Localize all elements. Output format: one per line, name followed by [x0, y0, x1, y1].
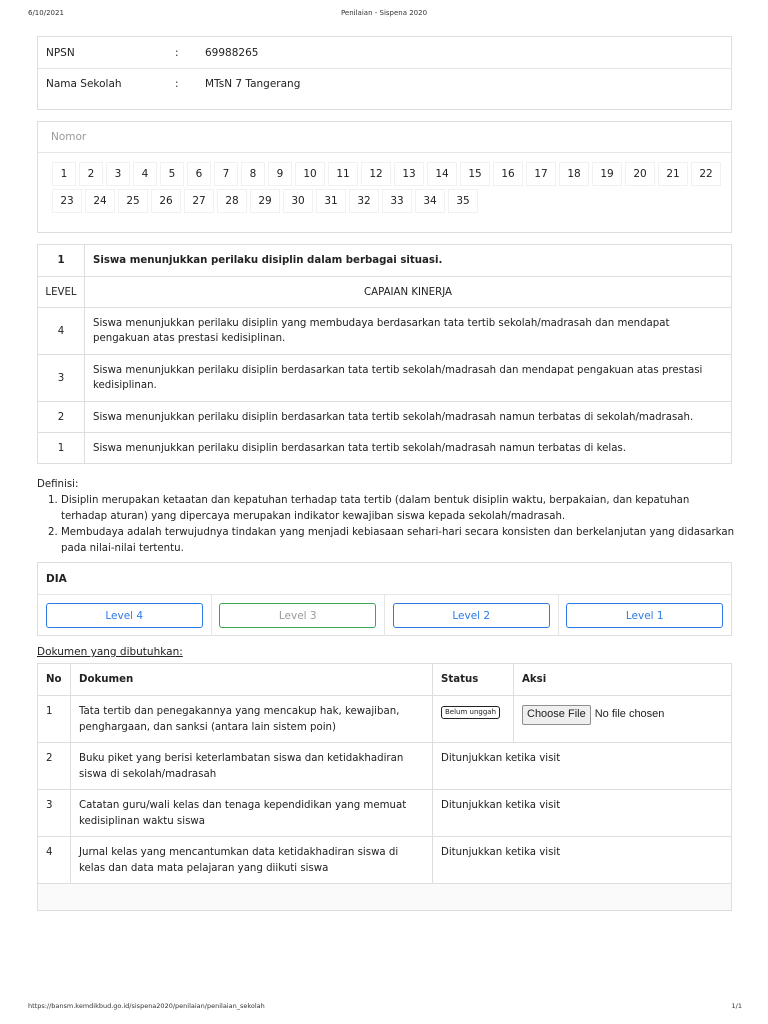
npsn-label: NPSN — [46, 46, 75, 59]
nomor-label: Nomor — [38, 122, 731, 153]
definition-list — [61, 493, 737, 557]
statement-row — [38, 245, 732, 277]
table-row — [38, 355, 732, 402]
empty-footer-cell — [38, 884, 732, 911]
capaian-header: CAPAIAN KINERJA — [85, 277, 732, 308]
choose-file-button[interactable]: Choose File — [522, 705, 591, 725]
status-badge: Belum unggah — [441, 706, 500, 719]
doc-status — [433, 696, 514, 743]
question-number-9[interactable]: 9 — [268, 162, 292, 186]
documents-table — [37, 663, 732, 911]
question-number-16[interactable]: 16 — [493, 162, 523, 186]
question-number-17[interactable]: 17 — [526, 162, 556, 186]
question-number-27[interactable]: 27 — [184, 189, 214, 213]
doc-status: Ditunjukkan ketika visit — [433, 790, 732, 837]
question-number-25[interactable]: 25 — [118, 189, 148, 213]
question-number-30[interactable]: 30 — [283, 189, 313, 213]
question-number-11[interactable]: 11 — [328, 162, 358, 186]
school-name-separator: : — [175, 78, 179, 90]
definition-section — [37, 477, 737, 557]
question-number-33[interactable]: 33 — [382, 189, 412, 213]
school-name-label: Nama Sekolah — [46, 78, 122, 90]
capaian-cell: Siswa menunjukkan perilaku disiplin berdasarkan tata tertib sekolah/madrasah namun terbatas di sekolah/madrasah. — [85, 402, 732, 433]
doc-name: Catatan guru/wali kelas dan tenaga kependidikan yang memuat kedisiplinan waktu siswa — [71, 790, 433, 837]
question-number-23[interactable]: 23 — [52, 189, 82, 213]
table-row — [38, 790, 732, 837]
performance-table-card — [37, 244, 732, 464]
question-number-19[interactable]: 19 — [592, 162, 622, 186]
school-info-card — [37, 36, 732, 110]
statement-number: 1 — [38, 245, 85, 277]
school-name-value: MTsN 7 Tangerang — [205, 78, 301, 90]
level-2-button[interactable]: Level 2 — [393, 603, 550, 628]
question-number-31[interactable]: 31 — [316, 189, 346, 213]
table-row — [38, 433, 732, 464]
table-footer-row — [38, 884, 732, 911]
question-number-8[interactable]: 8 — [241, 162, 265, 186]
question-number-15[interactable]: 15 — [460, 162, 490, 186]
level-button-group — [38, 595, 731, 636]
level-cell: 1 — [38, 433, 85, 464]
aksi-header: Aksi — [514, 664, 732, 696]
documents-title: Dokumen yang dibutuhkan: — [37, 646, 183, 658]
print-date: 6/10/2021 — [28, 9, 64, 17]
question-number-list — [38, 153, 728, 216]
print-title: Penilaian - Sispena 2020 — [340, 9, 428, 17]
question-number-card — [37, 121, 732, 233]
question-number-4[interactable]: 4 — [133, 162, 157, 186]
print-header — [0, 9, 768, 23]
capaian-cell: Siswa menunjukkan perilaku disiplin yang membudaya berdasarkan tata tertib sekolah/madrasah dan mendapat pengakuan atas prestasi kedisiplinan. — [85, 308, 732, 355]
question-number-32[interactable]: 32 — [349, 189, 379, 213]
question-number-21[interactable]: 21 — [658, 162, 688, 186]
level-cell: 2 — [38, 402, 85, 433]
info-row-npsn — [38, 37, 731, 68]
dia-card — [37, 562, 732, 636]
question-number-24[interactable]: 24 — [85, 189, 115, 213]
level-3-button[interactable]: Level 3 — [219, 603, 376, 628]
doc-name: Buku piket yang berisi keterlambatan siswa dan ketidakhadiran siswa di sekolah/madrasah — [71, 743, 433, 790]
documents-table-card — [37, 663, 732, 911]
definition-title: Definisi: — [37, 479, 79, 490]
file-input[interactable] — [522, 705, 723, 725]
definition-item: 1. Disiplin merupakan ketaatan dan kepatuhan terhadap tata tertib (dalam bentuk disiplin waktu, berpakaian, dan kepatuhan terhadap aturan) yang dipercaya merupakan indikator kewajiban siswa kepada sekolah/madrasah. — [61, 493, 737, 525]
statement-text: Siswa menunjukkan perilaku disiplin dalam berbagai situasi. — [85, 245, 732, 277]
question-number-20[interactable]: 20 — [625, 162, 655, 186]
question-number-22[interactable]: 22 — [691, 162, 721, 186]
documents-header-row — [38, 664, 732, 696]
performance-table — [37, 244, 732, 464]
performance-header-row — [38, 277, 732, 308]
level-cell: 4 — [38, 308, 85, 355]
level-4-button[interactable]: Level 4 — [46, 603, 203, 628]
question-number-12[interactable]: 12 — [361, 162, 391, 186]
npsn-value: 69988265 — [205, 46, 259, 59]
file-status-text: No file chosen — [594, 708, 665, 720]
question-number-14[interactable]: 14 — [427, 162, 457, 186]
no-header: No — [38, 664, 71, 696]
question-number-28[interactable]: 28 — [217, 189, 247, 213]
doc-status: Ditunjukkan ketika visit — [433, 837, 732, 884]
question-number-5[interactable]: 5 — [160, 162, 184, 186]
capaian-cell: Siswa menunjukkan perilaku disiplin berdasarkan tata tertib sekolah/madrasah namun terbatas di kelas. — [85, 433, 732, 464]
question-number-2[interactable]: 2 — [79, 162, 103, 186]
doc-name: Tata tertib dan penegakannya yang mencakup hak, kewajiban, penghargaan, dan sanksi (antara lain sistem poin) — [71, 696, 433, 743]
info-row-school-name — [38, 68, 731, 99]
table-row — [38, 308, 732, 355]
doc-action — [514, 696, 732, 743]
question-number-1[interactable]: 1 — [52, 162, 76, 186]
question-number-35[interactable]: 35 — [448, 189, 478, 213]
print-url: https://bansm.kemdikbud.go.id/sispena2020/penilaian/penilaian_sekolah — [28, 1002, 265, 1010]
question-number-3[interactable]: 3 — [106, 162, 130, 186]
table-row — [38, 837, 732, 884]
level-cell: 3 — [38, 355, 85, 402]
question-number-26[interactable]: 26 — [151, 189, 181, 213]
doc-no: 3 — [38, 790, 71, 837]
table-row — [38, 402, 732, 433]
question-number-6[interactable]: 6 — [187, 162, 211, 186]
npsn-separator: : — [175, 46, 179, 59]
question-number-18[interactable]: 18 — [559, 162, 589, 186]
doc-name: Jurnal kelas yang mencantumkan data ketidakhadiran siswa di kelas dan data mata pelajaran yang diikuti siswa — [71, 837, 433, 884]
question-number-10[interactable]: 10 — [295, 162, 325, 186]
table-row — [38, 696, 732, 743]
doc-no: 1 — [38, 696, 71, 743]
dia-label: DIA — [38, 563, 731, 595]
dokumen-header: Dokumen — [71, 664, 433, 696]
question-number-7[interactable]: 7 — [214, 162, 238, 186]
level-1-button[interactable]: Level 1 — [566, 603, 723, 628]
table-row — [38, 743, 732, 790]
doc-no: 2 — [38, 743, 71, 790]
status-header: Status — [433, 664, 514, 696]
question-number-29[interactable]: 29 — [250, 189, 280, 213]
capaian-cell: Siswa menunjukkan perilaku disiplin berdasarkan tata tertib sekolah/madrasah dan mendapat pengakuan atas prestasi kedisiplinan. — [85, 355, 732, 402]
doc-no: 4 — [38, 837, 71, 884]
question-number-34[interactable]: 34 — [415, 189, 445, 213]
question-number-13[interactable]: 13 — [394, 162, 424, 186]
level-header: LEVEL — [38, 277, 85, 308]
print-page-number: 1/1 — [731, 1002, 742, 1010]
doc-status: Ditunjukkan ketika visit — [433, 743, 732, 790]
definition-item: 2. Membudaya adalah terwujudnya tindakan yang menjadi kebiasaan sehari-hari secara konsisten dan berkelanjutan yang didasarkan pada nilai-nilai tertentu. — [61, 525, 737, 557]
